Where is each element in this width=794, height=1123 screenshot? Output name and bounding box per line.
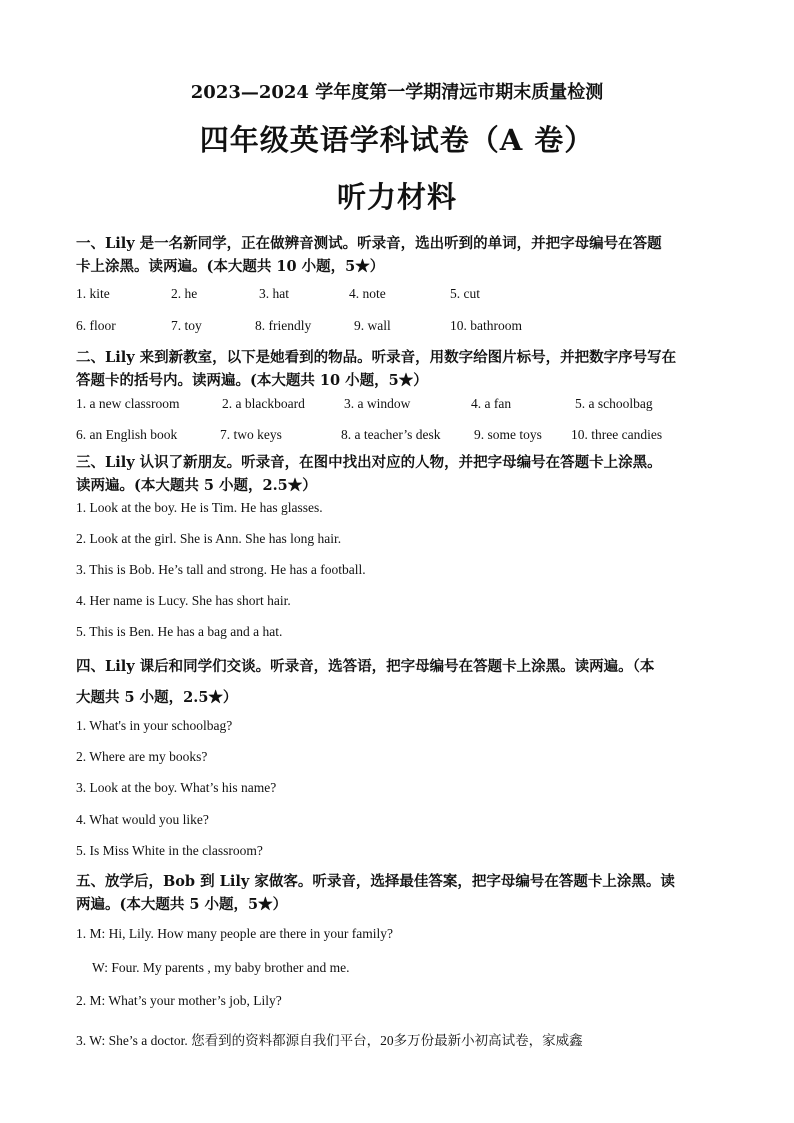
phrase-item: 2. a blackboard <box>222 396 305 411</box>
word-item: 7. toy <box>171 318 202 333</box>
dialogue-line: 1. M: Hi, Lily. How many people are there in your family? <box>76 926 394 941</box>
question-item: 5. Is Miss White in the classroom? <box>76 843 263 858</box>
section5-instruction: 五、放学后，Bob 到 Lily 家做客。听录音，选择最佳答案，把字母编号在答题卡上涂黑。读 <box>76 873 675 890</box>
section4-instruction: 四、Lily 课后和同学们交谈。听录音，选答语，把字母编号在答题卡上涂黑。读两遍。（本 <box>76 658 655 675</box>
phrase-item: 5. a schoolbag <box>575 396 653 411</box>
phrase-item: 9. some toys <box>474 427 542 442</box>
dialogue-line: 2. M: What’s your mother’s job, Lily? <box>76 993 282 1008</box>
word-item: 4. note <box>349 286 386 301</box>
question-item: 4. What would you like? <box>76 812 209 827</box>
sentence-item: 2. Look at the girl. She is Ann. She has long hair. <box>76 531 342 546</box>
word-item: 6. floor <box>76 318 116 333</box>
exam-title: 2023—2024 学年度第一学期清远市期末质量检测 <box>190 82 604 103</box>
section2-instruction: 二、Lily 来到新教室，以下是她看到的物品。听录音，用数字给图片标号，并把数字序号写在 <box>76 349 677 366</box>
section5-instruction-cont: 两遍。(本大题共 5 小题，5★） <box>76 896 288 913</box>
phrase-item: 8. a teacher’s desk <box>341 427 441 442</box>
section2-instruction-cont: 答题卡的括号内。读两遍。(本大题共 10 小题，5★） <box>76 372 428 389</box>
dialogue-line: 3. W: She’s a doctor. 您看到的资料都源自我们平台，20多万份最新小初高试卷，家威鑫 <box>76 1033 583 1048</box>
word-item: 3. hat <box>259 286 289 301</box>
question-item: 1. What's in your schoolbag? <box>76 718 233 733</box>
word-item: 2. he <box>171 286 198 301</box>
word-item: 9. wall <box>354 318 391 333</box>
section1-instruction: 一、Lily 是一名新同学，正在做辨音测试。听录音，选出听到的单词，并把字母编号在答题 <box>76 235 662 252</box>
section3-instruction-cont: 读两遍。(本大题共 5 小题，2.5★） <box>76 477 317 494</box>
listening-material-title: 听力材料 <box>336 180 457 214</box>
sentence-item: 1. Look at the boy. He is Tim. He has glasses. <box>76 500 323 515</box>
question-item: 3. Look at the boy. What’s his name? <box>76 780 277 795</box>
word-item: 5. cut <box>450 286 480 301</box>
phrase-item: 3. a window <box>344 396 411 411</box>
phrase-item: 6. an English book <box>76 427 178 442</box>
section4-instruction-cont: 大题共 5 小题，2.5★） <box>76 689 238 706</box>
word-item: 1. kite <box>76 286 110 301</box>
sentence-item: 3. This is Bob. He’s tall and strong. He has a football. <box>76 562 366 577</box>
question-item: 2. Where are my books? <box>76 749 208 764</box>
word-item: 8. friendly <box>255 318 312 333</box>
section1-instruction-cont: 卡上涂黑。读两遍。(本大题共 10 小题，5★） <box>76 258 385 275</box>
phrase-item: 1. a new classroom <box>76 396 180 411</box>
phrase-item: 10. three candies <box>571 427 663 442</box>
phrase-item: 4. a fan <box>471 396 512 411</box>
word-item: 10. bathroom <box>450 318 522 333</box>
section3-instruction: 三、Lily 认识了新朋友。听录音，在图中找出对应的人物，并把字母编号在答题卡上涂黑。 <box>76 454 662 471</box>
sentence-item: 5. This is Ben. He has a bag and a hat. <box>76 624 283 639</box>
paper-title: 四年级英语学科试卷（A 卷） <box>199 123 595 157</box>
sentence-item: 4. Her name is Lucy. She has short hair. <box>76 593 291 608</box>
dialogue-line: W: Four. My parents , my baby brother and me. <box>92 960 350 975</box>
phrase-item: 7. two keys <box>220 427 282 442</box>
